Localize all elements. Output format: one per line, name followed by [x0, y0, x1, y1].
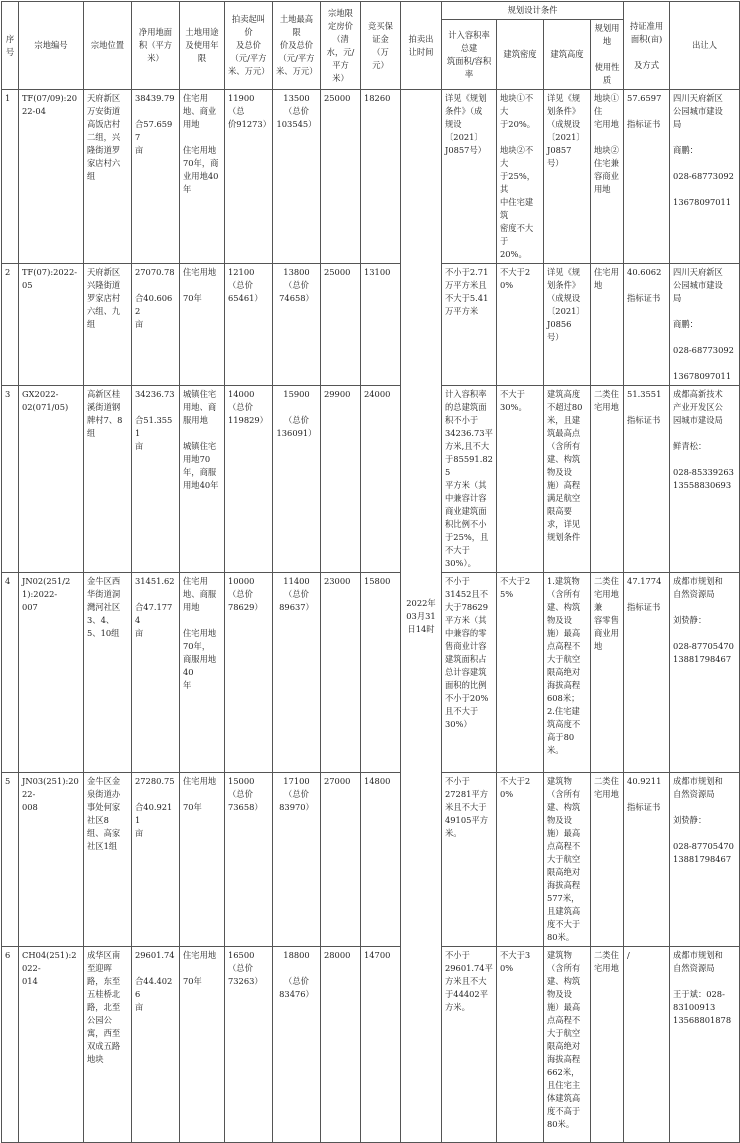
cell-far: 不小于 29601.74平 方米且不大 于44402平 方米。 — [442, 947, 497, 1143]
header-location: 宗地位置 — [84, 2, 132, 90]
header-start-price: 拍卖起叫价 及总价 （元/平方 米、万元） — [225, 2, 273, 90]
cell-height: 详见《规 划条件》 （成规设 〔2021〕 J0857 号） — [544, 90, 591, 264]
cell-start-price: 15000 （总价 73658） — [225, 773, 273, 947]
cell-far: 计入容积率 的总建筑面 积不小于 34236.73平 方米,且不大 于85591.825 平方米（其 中兼容计容 商业建筑面 积比例不小 于25%，且 不大于 30%）。 — [442, 386, 497, 573]
cell-start-price: 12100 （总价 65461） — [225, 264, 273, 386]
cell-seller: 成都市规划和 自然资源局 王于斌：028- 83100913 13568801878 — [670, 947, 740, 1143]
cell-land-use-nature: 二类住 宅用地 — [591, 947, 624, 1143]
cell-deposit: 14700 — [361, 947, 401, 1143]
cell-area: 27280.75 合40.9211 亩 — [132, 773, 180, 947]
header-area: 净用地面 积（平方 米） — [132, 2, 180, 90]
cell-house-price: 28000 — [321, 947, 361, 1143]
cell-use: 住宅用 地、商业 用地 住宅用地 70年，商 业用地40 年 — [180, 90, 225, 264]
cell-density: 不大于25% — [497, 573, 544, 773]
cell-area: 38439.79 合57.6597 亩 — [132, 90, 180, 264]
header-seller: 出让人 — [670, 2, 740, 90]
table-row — [2, 773, 740, 947]
cell-seq: 4 — [2, 573, 19, 773]
cell-start-price: 10000 （总价 78629） — [225, 573, 273, 773]
cell-cert: 47.1774 指标证书 — [624, 573, 670, 773]
cell-cert: 57.6597 指标证书 — [624, 90, 670, 264]
cell-max-price: 13800 （总价 74658） — [273, 264, 321, 386]
cell-location: 天府新区 兴隆街道 罗家店村 六组、九 组 — [84, 264, 132, 386]
header-height: 建筑高度 — [544, 20, 591, 90]
cell-max-price: 15900 （总价 136091） — [273, 386, 321, 573]
table-row — [2, 947, 740, 1143]
cell-land-use-nature: 二类住 宅用地 — [591, 773, 624, 947]
cell-land-use-nature: 二类住 宅用地 — [591, 386, 624, 573]
cell-use: 住宅用地 70年 — [180, 773, 225, 947]
cell-max-price: 11400 （总价 89637） — [273, 573, 321, 773]
cell-use: 城镇住宅 用地、商 服用地 城镇住宅 用地70 年，商服 用地40年 — [180, 386, 225, 573]
cell-height: 建筑高度 不超过80 米，且建 筑最高点 （含所有 建、构筑 物及设 施）高程 满足航空 限高要 求，详见 规划条件 — [544, 386, 591, 573]
cell-seq: 2 — [2, 264, 19, 386]
cell-far: 不小于 27281平方 米且不大于 49105平方 米。 — [442, 773, 497, 947]
cell-seq: 3 — [2, 386, 19, 573]
header-use: 土地用途 及使用年 限 — [180, 2, 225, 90]
header-cert: 持证准用 面积(亩) 及方式 — [624, 2, 670, 90]
cell-density: 不大于20% — [497, 264, 544, 386]
cell-max-price: 17100 （总价 83970） — [273, 773, 321, 947]
cell-house-price: 25000 — [321, 90, 361, 264]
header-house-price: 宗地限 定房价 （清 水，元/ 平方 米） — [321, 2, 361, 90]
cell-land-use-nature: 二类住 宅用地兼 容零售 商业用 地 — [591, 573, 624, 773]
cell-seq: 5 — [2, 773, 19, 947]
cell-seller: 成都市规划和 自然资源局 刘贽静： 028-87705470 13881798467 — [670, 573, 740, 773]
cell-density: 不大于 30%。 — [497, 386, 544, 573]
cell-cert: 51.3551 指标证书 — [624, 386, 670, 573]
header-auction-time: 拍卖出 让时间 — [401, 2, 442, 90]
cell-code: CH04(251):2022- 014 — [19, 947, 84, 1143]
cell-use: 住宅用地 70年 — [180, 264, 225, 386]
cell-density: 不大于20% — [497, 773, 544, 947]
header-deposit: 竞买保 证金 （万 元） — [361, 2, 401, 90]
header-land-use-nature: 规划用 地 使用性 质 — [591, 20, 624, 90]
cell-max-price: 18800 （总价 83476） — [273, 947, 321, 1143]
table-row — [2, 90, 740, 264]
cell-code: JN02(251/21):2022- 007 — [19, 573, 84, 773]
header-density: 建筑密度 — [497, 20, 544, 90]
cell-location: 高新区桂 溪街道钢 牌村7、8 组 — [84, 386, 132, 573]
cell-location: 金牛区金 泉街道办 事处何家 社区8 组、高家 社区1组 — [84, 773, 132, 947]
cell-code: GX2022- 02(071/05) — [19, 386, 84, 573]
cell-deposit: 13100 — [361, 264, 401, 386]
cell-deposit: 14800 — [361, 773, 401, 947]
header-code: 宗地编号 — [19, 2, 84, 90]
cell-house-price: 29900 — [321, 386, 361, 573]
cell-area: 31451.62 合47.1774 亩 — [132, 573, 180, 773]
cell-deposit: 24000 — [361, 386, 401, 573]
header-max-price: 土地最高限 价及总价 （元/平方 米、万元） — [273, 2, 321, 90]
header-planning: 规划设计条件 — [442, 2, 624, 20]
cell-seller: 四川天府新区 公园城市建设 局 商鹏： 028-68773092 13678097011 — [670, 90, 740, 264]
cell-cert: / — [624, 947, 670, 1143]
cell-height: 详见《规 划条件》 （成规设 〔2021〕 J0856 号） — [544, 264, 591, 386]
cell-start-price: 16500 （总价 73263） — [225, 947, 273, 1143]
cell-land-use-nature: 地块①住 宅用地 地块② 住宅兼 容商业 用地 — [591, 90, 624, 264]
cell-area: 29601.74 合44.4026 亩 — [132, 947, 180, 1143]
cell-deposit: 15800 — [361, 573, 401, 773]
cell-land-use-nature: 住宅用 地 — [591, 264, 624, 386]
cell-start-price: 11900（总 价91273） — [225, 90, 273, 264]
cell-code: TF(07/09):2022-04 — [19, 90, 84, 264]
cell-far: 不小于 31452且不 大于78629 平方米（其 中兼容的零 售商业计容 建筑面积占 总计容建筑 面积的比例 不小于20% 且不大于 30%） — [442, 573, 497, 773]
cell-cert: 40.9211 指标证书 — [624, 773, 670, 947]
table-row — [2, 386, 740, 573]
cell-deposit: 18260 — [361, 90, 401, 264]
cell-density: 地块①不大 于20%。 地块②不大 于25%，其 中住宅建筑 密度不大于 20%。 — [497, 90, 544, 264]
cell-far: 详见《规划 条件》（成 规设 〔2021〕 J0857号） — [442, 90, 497, 264]
cell-auction-time: 2022年 03月31 日14时 — [401, 90, 442, 1143]
header-far: 计入容积率 总建 筑面积/容积 率 — [442, 20, 497, 90]
cell-location: 成华区南 至迎晖 路，东至 五桂桥北 路，北至 公园公 寓，西至 双成五路 地块 — [84, 947, 132, 1143]
cell-height: 建筑物 （含所有 建、构筑 物及设 施）最高 点高程不 大于航空 限高绝对 海拔高程 577米， 且建筑高 度不大于 80米。 — [544, 773, 591, 947]
cell-density: 不大于30% — [497, 947, 544, 1143]
cell-use: 住宅用地 70年 — [180, 947, 225, 1143]
table-row — [2, 573, 740, 773]
cell-use: 住宅用 地、商服 用地 住宅用地 70年， 商服用地40 年 — [180, 573, 225, 773]
cell-code: JN03(251):2022- 008 — [19, 773, 84, 947]
cell-seller: 四川天府新区 公园城市建设 局 商鹏： 028-68773092 13678097011 — [670, 264, 740, 386]
cell-house-price: 23000 — [321, 573, 361, 773]
cell-max-price: 13500 （总价 103545） — [273, 90, 321, 264]
cell-seller: 成都高新技术 产业开发区公 园城市建设局 鲜青松： 028-85339263 13558830693 — [670, 386, 740, 573]
cell-seq: 1 — [2, 90, 19, 264]
cell-area: 27070.78 合40.6062 亩 — [132, 264, 180, 386]
cell-height: 1.建筑物 （含所有 建、构筑 物及设 施）最高 点高程不 大于航空 限高绝对 海拔高程 608米； 2.住宅建 筑高度不 高于80 米。 — [544, 573, 591, 773]
table-row — [2, 264, 740, 386]
cell-cert: 40.6062 指标证书 — [624, 264, 670, 386]
cell-location: 金牛区西 华街道洞 灣河社区 3、4、 5、10组 — [84, 573, 132, 773]
land-auction-table — [1, 1, 740, 1143]
cell-location: 天府新区 万安街道 高饭店村 二组，兴 隆街道罗 家店村六 组 — [84, 90, 132, 264]
cell-start-price: 14000 （总价 119829） — [225, 386, 273, 573]
cell-area: 34236.73 合51.3551 亩 — [132, 386, 180, 573]
cell-height: 建筑物 （含所有 建、构筑 物及设 施）最高 点高程不 大于航空 限高绝对 海拔高程 662米， 且住宅主 体建筑高 度不高于 80米。 — [544, 947, 591, 1143]
cell-seller: 成都市规划和 自然资源局 刘贽静： 028-87705470 13881798467 — [670, 773, 740, 947]
header-seq: 序 号 — [2, 2, 19, 90]
cell-seq: 6 — [2, 947, 19, 1143]
cell-code: TF(07):2022-05 — [19, 264, 84, 386]
cell-house-price: 27000 — [321, 773, 361, 947]
cell-far: 不小于2.71 万平方米且 不大于5.41 万平方米 — [442, 264, 497, 386]
cell-house-price: 25000 — [321, 264, 361, 386]
